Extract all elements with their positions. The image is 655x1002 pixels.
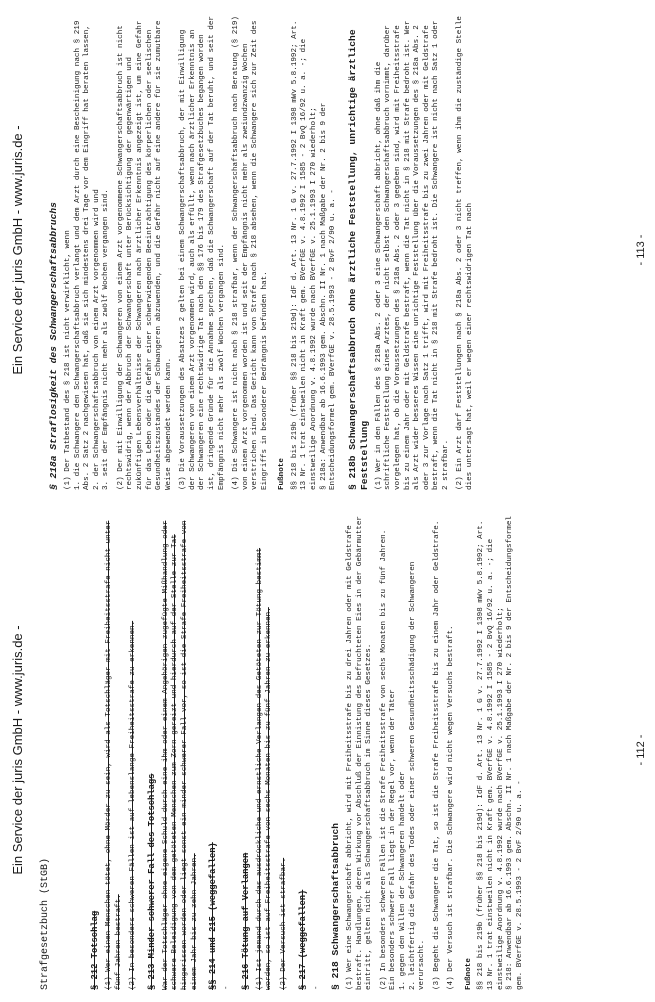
section-heading-214-215: §§ 214 und 215 (weggefallen) <box>208 842 219 990</box>
page-header: Ein Service der juris GmbH - www.juris.de - <box>10 625 25 875</box>
paragraph: (2) Der Versuch ist strafbar. <box>279 857 288 990</box>
paragraph: (1) Wer eine Schwangerschaft abbricht, wird mit Freiheitsstrafe bis zu drei Jahren oder mit Geldstrafe bestraft. Handlungen, deren Wirkung vor Abschluß der Einnistung des befruchteten Eies in der Gebärmutter eintritt, gelten nicht als Schwangerschaftsabbruch im Sinne dieses Gesetzes. <box>346 516 374 990</box>
page-left <box>0 504 655 996</box>
page-number: - 113 - <box>635 234 647 266</box>
section-heading-218a: § 218a Straflosigkeit des Schwangerschaftsabbruchs <box>48 202 59 490</box>
separator-dash: - <box>223 985 232 990</box>
paragraph: (4) Die Schwangere ist nicht nach § 218 strafbar, wenn der Schwangerschaftsabbruch nach Beratung (§ 219) von einem Arzt vorgenommen worden ist und seit der Empfängnis nicht mehr als zweiundzwanzig Wochen verstrichen sind. Das Gericht kann von Strafe nach § 218 absehen, wenn die Schwangere sich zur Zeit des Eingriffs in besonderer Bedrängnis befunden hat. <box>232 16 269 490</box>
page-right <box>0 4 655 496</box>
paragraph: (2) In besonders schweren Fällen ist die Strafe Freiheitsstrafe von sechs Monaten bis zu fünf Jahren. Ein besonders schwerer Fall liegt in der Regel vor, wenn der Täter 1. gegen den Willen der Schwangeren handelt oder 2. leichtfertig die Gefahr des Todes oder einer schweren Gesundheitsschädigung der Schwangeren verursacht. <box>379 529 427 990</box>
paragraph: (1) Wer einen Menschen tötet, ohne Mörder zu sein, wird als Totschläger mit Freiheitsstrafe nicht unter fünf Jahren bestraft. <box>105 520 123 990</box>
paragraph: (2) Der mit Einwilligung der Schwangeren von einem Arzt vorgenommene Schwangerschaftsabbruch ist nicht rechtswidrig, wenn der Abbruch der Schwangerschaft unter Berücksichtigung der gegenwärtigen und zukünftigen Lebensverhältnisse der Schwangeren nach ärztlicher Erkenntnis angezeigt ist, um eine Gefahr für das Leben oder die Gefahr einer schwerwiegenden Beeinträchtigung des körperlichen oder seelischen Gesundheitszustandes der Schwangeren abzuwenden, und die Gefahr nicht auf eine andere für sie zumutbare Weise abgewendet werden kann. <box>116 20 173 490</box>
section-heading-217: § 217 (weggefallen) <box>297 889 308 990</box>
section-heading-213: § 213 Minder schwerer Fall des Totschlags <box>146 773 157 990</box>
paragraph: (1) Wer in den Fällen des § 218a Abs. 2 oder 3 eine Schwangerschaft abbricht, ohne daß ihm die schriftliche Feststellung eines Arztes, der nicht selbst den Schwangerschaftsabbruch vornimmt, darüber vorgelegen hat, ob die Voraussetzungen des § 218a Abs. 2 oder 3 gegeben sind, wird mit Freiheitsstrafe bis zu einem Jahr oder mit Geldstrafe bestraft, wenn die Tat nicht in § 218 mit Strafe bedroht ist. Wer als Arzt wider besseres Wissen eine unrichtige Feststellung über die Voraussetzungen des § 218a Abs. 2 oder 3 zur Vorlage nach Satz 1 trifft, wird mit Freiheitsstrafe bis zu zwei Jahren oder mit Geldstrafe bestraft, wenn die Tat nicht in § 218 mit Strafe bedroht ist. Die Schwangere ist nicht nach Satz 1 oder 2 strafbar. <box>374 20 450 490</box>
footnote-text: §§ 218 bis 219b (früher §§ 218 bis 219d): IdF d. Art. 13 Nr. 1 G v. 27.7.1992 I 1398 mWv 5.8.1992; Art. 13 Nr. 1 trat einstweilen nicht in Kraft gem. BVerfGE v. 4.8.1992 I 1585 - 2 BvQ 16/92 u. a. -; die einstweilige Anordnung v. 4.8.1992 wurde nach BVerfGE v. 25.1.1993 I 270 wiederholt; § 218: Anwendbar ab 16.6.1993 gem. Abschn. II Nr. 1 nach Maßgabe der Nr. 2 bis 9 der Entscheidungsformel gem. BVerfGE v. 28.5.1993 - 2 BvF 2/90 u. a. - <box>477 516 524 990</box>
page-number: - 112 - <box>635 734 647 766</box>
page-content <box>40 14 480 490</box>
law-title: Strafgesetzbuch (StGB) <box>40 857 51 990</box>
paragraph: (3) Begeht die Schwangere die Tat, so ist die Strafe Freiheitsstrafe bis zu einem Jahr oder Geldstrafe. <box>432 520 441 990</box>
paragraph: (2) In besonders schweren Fällen ist auf lebenslange Freiheitsstrafe zu erkennen. <box>129 620 138 990</box>
section-heading-218: § 218 Schwangerschaftsabbruch <box>330 823 342 990</box>
footnote-heading: Fußnote <box>464 958 473 990</box>
separator-dash: - <box>312 985 321 990</box>
footnote-heading: Fußnote <box>278 458 287 490</box>
section-heading-212: § 212 Totschlag <box>90 910 100 990</box>
paragraph: (1) Ist jemand durch das ausdrückliche und ernstliche Verlangen des Getöteten zur Tötung bestimmt worden, so ist auf Freiheitsstrafe von sechs Monaten bis zu fünf Jahren zu erkennen. <box>255 547 274 990</box>
page-header: Ein Service der juris GmbH - www.juris.de - <box>10 125 25 375</box>
page-content <box>82 514 530 990</box>
section-heading-216: § 216 Tötung auf Verlangen <box>240 852 251 990</box>
paragraph: War der Totschläger ohne eigene Schuld durch eine ihm oder einem Angehörigen zugefügte Mißhandlung oder schwere Beleidigung von dem getöteten Menschen zum Zorn gereizt und hierdurch auf der Stelle zur Tat hingerissen worden oder liegt sonst ein minder schwerer Fall vor, so ist die Strafe Freiheitsstrafe von einem Jahr bis zu zehn Jahren. <box>161 520 199 990</box>
section-heading-218b: § 218b Schwangerschaftsabbruch ohne ärztliche Feststellung, unrichtige ärztliche Feststellung <box>346 29 370 490</box>
paragraph: (1) Der Tatbestand des § 218 ist nicht verwirklicht, wenn 1. die Schwangere den Schwangerschaftsabbruch verlangt und dem Arzt durch eine Bescheinigung nach § 219 Abs. 2 Satz 2 nachgewiesen hat, daß sie sich mindestens drei Tage vor dem Eingriff hat beraten lassen, 2. der Schwangerschaftsabbruch von einem Arzt vorgenommen wird und 3. seit der Empfängnis nicht mehr als zwölf Wochen vergangen sind. <box>64 20 111 490</box>
paragraph: (4) Der Versuch ist strafbar. Die Schwangere wird nicht wegen Versuchs bestraft. <box>447 625 456 990</box>
footnote-text: §§ 218 bis 219b (früher §§ 218 bis 219d): IdF d. Art. 13 Nr. 1 G v. 27.7.1992 I 1398 mWv 5.8.1992; Art. 13 Nr. 1 trat einstweilen nicht in Kraft gem. BVerfGE v. 4.8.1992 I 1585 - 2 BvQ 16/92 u. a. -; die einstweilige Anordnung v. 4.8.1992 wurde nach BVerfGE v. 25.1.1993 I 270 wiederholt; § 218a: Anwendbar ab 16.6.1993 gem. Abschn. II Nr. 1 nach Maßgabe der Nr. 2 bis 9 der Entscheidungsformel gem. BVerfGE v. 28.5.1993 - 2 BvF 2/90 u. a. - <box>290 20 338 490</box>
paragraph: (2) Ein Arzt darf Feststellungen nach § 218a Abs. 2 oder 3 nicht treffen, wenn ihm die zuständige Stelle dies untersagt hat, weil er wegen einer rechtswidrigen Tat nach <box>456 16 474 490</box>
paragraph: (3) Die Voraussetzungen des Absatzes 2 gelten bei einem Schwangerschaftsabbruch, der mit Einwilligung der Schwangeren von einem Arzt vorgenommen wird, auch als erfüllt, wenn nach ärztlicher Erkenntnis an der Schwangeren eine rechtswidrige Tat nach den §§ 176 bis 179 des Strafgesetzbuches begangen worden ist, dringende Gründe für die Annahme sprechen, daß die Schwangerschaft auf der Tat beruht, und seit der Empfängnis nicht mehr als zwölf Wochen vergangen sind. <box>179 16 226 490</box>
